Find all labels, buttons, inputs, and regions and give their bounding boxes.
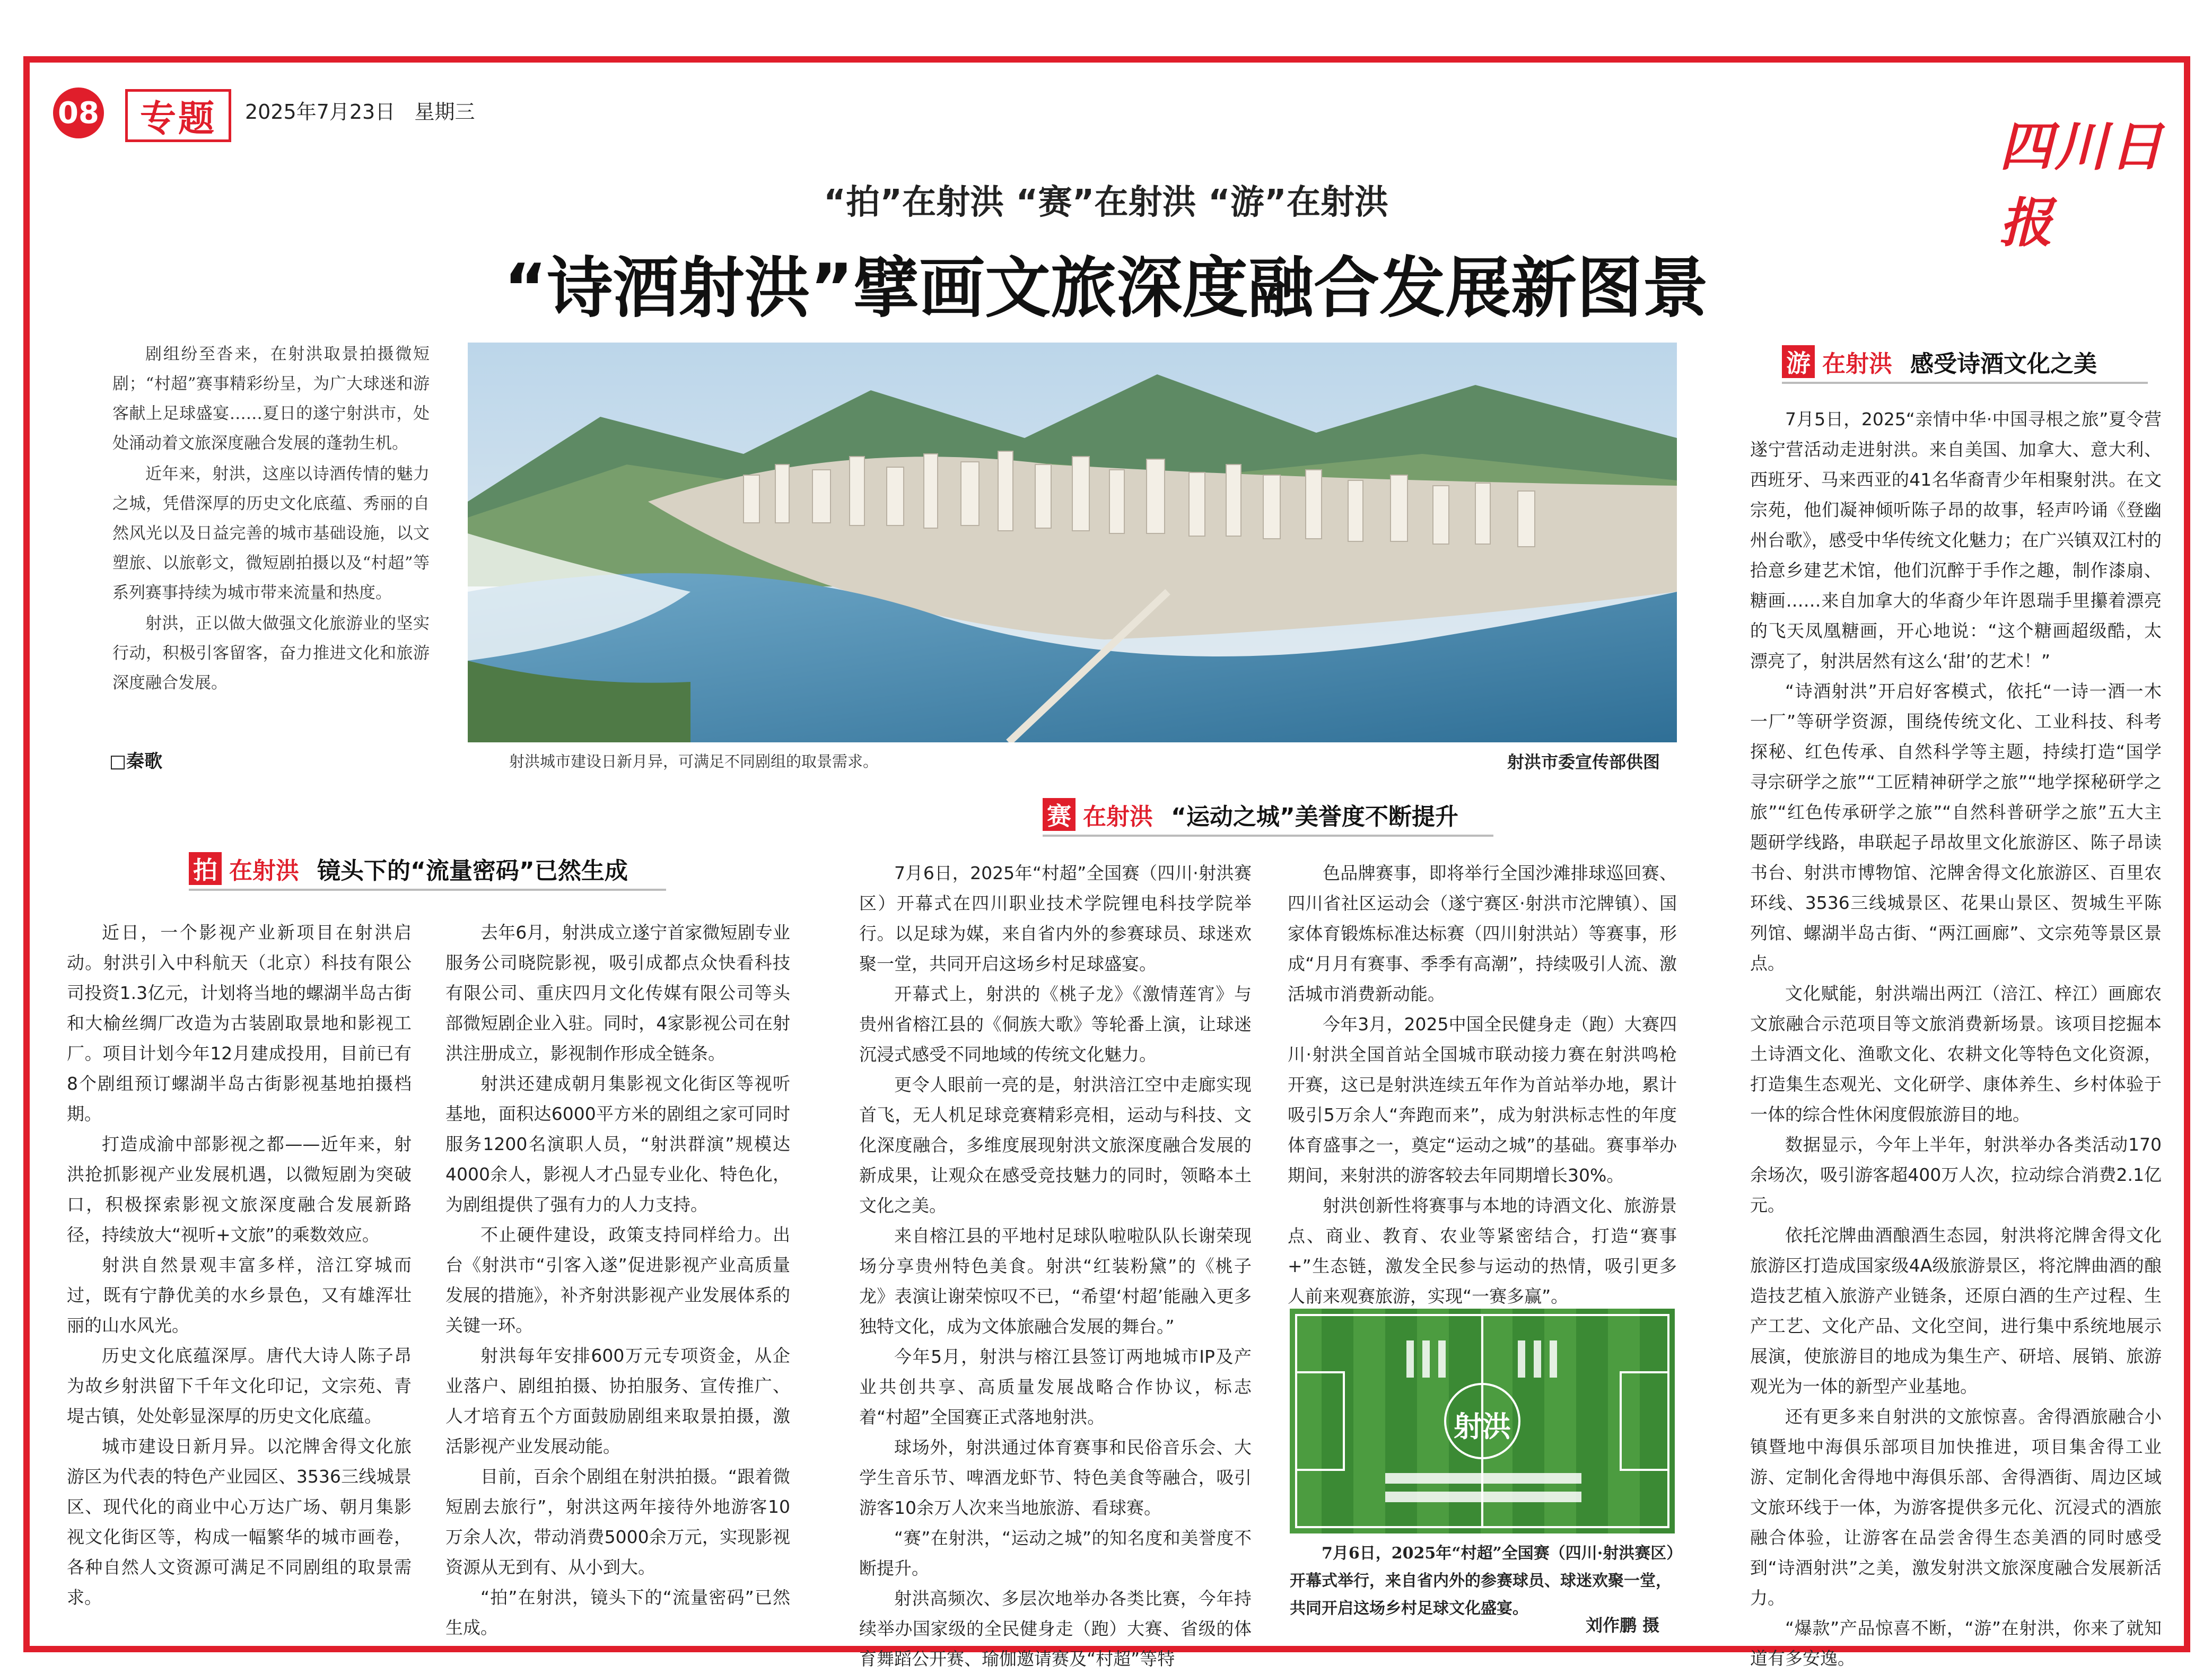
paragraph: 射洪高频次、多层次地举办各类比赛，今年持续举办国家级的全民健身走（跑）大赛、省级的体育舞蹈公开赛、瑜伽邀请赛及“村超”等特 [859, 1588, 1252, 1669]
football-field-photo [1290, 1309, 1675, 1533]
newspaper-logo: 四川日报 [1999, 115, 2165, 254]
paragraph: 依托沱牌曲酒酿酒生态园，射洪将沱牌舍得文化旅游区打造成国家级4A级旅游景区，将沱牌曲酒的酿造技艺植入旅游产业链条，还原白酒的生产过程、生产工艺、文化产品、文化空间，进行集中系统地展示展演，使旅游目的地成为集生产、研培、展销、旅游观光为一体的新型产业基地。 [1750, 1225, 2162, 1397]
paragraph: 历史文化底蕴深厚。唐代大诗人陈子昂为故乡射洪留下千年文化印记，文宗苑、青堤古镇，处处彰显深厚的历史文化底蕴。 [67, 1345, 412, 1426]
lead-paragraph: 剧组纷至沓来，在射洪取景拍摄微短剧；“村超”赛事精彩纷呈，为广大球迷和游客献上足球盛宴……夏日的遂宁射洪市，处处涌动着文旅深度融合发展的蓬勃生机。 [112, 345, 430, 453]
paragraph: “爆款”产品惊喜不断，“游”在射洪，你来了就知道有多安逸。 [1750, 1618, 2162, 1669]
paragraph: 更令人眼前一亮的是，射洪涪江空中走廊实现首飞，无人机足球竞赛精彩亮相，运动与科技、文化深度融合，多维度展现射洪文旅深度融合发展的新成果，让观众在感受竞技魅力的同时，领略本土文化之美。 [859, 1074, 1252, 1216]
section-header-pai [189, 852, 628, 886]
paragraph: 射洪创新性将赛事与本地的诗酒文化、旅游景点、商业、教育、农业等紧密结合，打造“赛事+”生态链，激发全民参与运动的热情，吸引更多人前来观赛旅游，实现“一赛多赢”。 [1288, 1195, 1677, 1307]
paragraph: 开幕式上，射洪的《桃子龙》《激情莲宵》与贵州省榕江县的《侗族大歌》等轮番上演，让球迷沉浸式感受不同地域的传统文化魅力。 [859, 984, 1252, 1065]
paragraph: “诗酒射洪”开启好客模式，依托“一诗一酒一木一厂”等研学资源，围绕传统文化、工业科技、科考探秘、红色传承、自然科学等主题，持续打造“国学寻宗研学之旅”“工匠精神研学之旅”“地学探秘研学之旅”“红色传承研学之旅”“自然科普研学之旅”五大主题研学线路，串联起子昂故里文化旅游区、陈子昂读书台、射洪市博物馆、沱牌舍得文化旅游区、百里农环线、3536三线城景区、花果山景区、贺城生平陈列馆、螺湖半岛古街、“两江画廊”、文宗苑等景区景点。 [1750, 681, 2162, 974]
paragraph: 7月6日，2025年“村超”全国赛（四川·射洪赛区）开幕式在四川职业技术学院锂电科技学院举行。以足球为媒，来自省内外的参赛球员、球迷欢聚一堂，共同开启这场乡村足球盛宴。 [859, 863, 1252, 974]
section-title: “运动之城”美誉度不断提升 [1171, 803, 1458, 830]
section-header-you [1782, 345, 2097, 379]
paragraph: 文化赋能，射洪端出两江（涪江、梓江）画廊农文旅融合示范项目等文旅消费新场景。该项目挖掘本土诗酒文化、渔歌文化、农耕文化等特色文化资源，打造集生态观光、文化研学、康体养生、乡村体验于一体的综合性休闲度假旅游目的地。 [1750, 983, 2162, 1125]
section-tag: 拍 [189, 852, 222, 885]
paragraph: 打造成渝中部影视之都——近年来，射洪抢抓影视产业发展机遇，以微短剧为突破口，积极探索影视文旅深度融合发展新路径，持续放大“视听+文旅”的乘数效应。 [67, 1134, 412, 1245]
page-number: 08 [53, 87, 104, 138]
lead-paragraph: 射洪，正以做大做强文化旅游业的坚实行动，积极引客留客，奋力推进文化和旅游深度融合发展。 [112, 614, 430, 693]
section-location: 在射洪 [229, 857, 299, 884]
section-location: 在射洪 [1822, 350, 1892, 378]
paragraph: “赛”在射洪，“运动之城”的知名度和美誉度不断提升。 [859, 1528, 1252, 1579]
section-tag: 赛 [1043, 798, 1076, 831]
you-column [1750, 404, 2162, 1673]
section-underline [1782, 382, 2148, 384]
lead-text [112, 339, 430, 699]
section-underline [189, 889, 666, 891]
paragraph: 近日，一个影视产业新项目在射洪启动。射洪引入中科航天（北京）科技有限公司投资1.3亿元，计划将当地的螺湖半岛古街和大榆丝绸厂改造为古装剧取景地和影视工厂。项目计划今年12月建成投用，目前已有8个剧组预订螺湖半岛古街影视基地拍摄档期。 [67, 922, 412, 1124]
section-title: 感受诗酒文化之美 [1910, 350, 2097, 378]
section-header-sai [1043, 797, 1458, 831]
lead-paragraph: 近年来，射洪，这座以诗酒传情的魅力之城，凭借深厚的历史文化底蕴、秀丽的自然风光以及日益完善的城市基础设施，以文塑旅、以旅彰文，微短剧拍摄以及“村超”等系列赛事持续为城市带来流量和热度。 [112, 464, 430, 602]
section-tag: 游 [1782, 345, 1815, 378]
paragraph: 来自榕江县的平地村足球队啦啦队队长谢荣现场分享贵州特色美食。射洪“红装粉黛”的《桃子龙》表演让谢荣惊叹不已，“希望‘村超’能融入更多独特文化，成为文体旅融合发展的舞台。” [859, 1225, 1252, 1337]
field-photo-caption: 7月6日，2025年“村超”全国赛（四川·射洪赛区）开幕式举行，来自省内外的参赛球员、球迷欢聚一堂，共同开启这场乡村足球文化盛宴。 [1290, 1544, 1675, 1618]
paragraph: 去年6月，射洪成立遂宁首家微短剧专业服务公司晓院影视，吸引成都点众快看科技有限公司、重庆四月文化传媒有限公司等头部微短剧企业入驻。同时，4家影视公司在射洪注册成立，影视制作形成全链条。 [445, 922, 790, 1064]
issue-date: 2025年7月23日 [245, 100, 396, 124]
pai-column-2 [445, 917, 790, 1643]
paragraph: 今年3月，2025中国全民健身走（跑）大赛四川·射洪全国首站全国城市联动接力赛在射洪鸣枪开赛，这已是射洪连续五年作为首站举办地，累计吸引5万余人“奔跑而来”，成为射洪标志性的年度体育盛事之一，奠定“运动之城”的基础。赛事举办期间，来射洪的游客较去年同期增长30%。 [1288, 1014, 1677, 1186]
paragraph: 色品牌赛事，即将举行全国沙滩排球巡回赛、四川省社区运动会（遂宁赛区·射洪市沱牌镇）、国家体育锻炼标准达标赛（四川射洪站）等赛事，形成“月月有赛事、季季有高潮”，持续吸引人流、激活城市消费新动能。 [1288, 863, 1677, 1004]
paragraph: 数据显示，今年上半年，射洪举办各类活动170余场次，吸引游客超400万人次，拉动综合消费2.1亿元。 [1750, 1134, 2162, 1215]
paragraph: 不止硬件建设，政策支持同样给力。出台《射洪市“引客入遂”促进影视产业高质量发展的措施》，补齐射洪影视产业发展体系的关键一环。 [445, 1224, 790, 1336]
section-underline [1043, 835, 1493, 837]
author-byline: □秦歌 [109, 751, 163, 772]
weekday: 星期三 [414, 100, 475, 124]
paragraph: 7月5日，2025“亲情中华·中国寻根之旅”夏令营遂宁营活动走进射洪。来自美国、加拿大、意大利、西班牙、马来西亚的41名华裔青少年相聚射洪。在文宗苑，他们凝神倾听陈子昂的故事，轻声吟诵《登幽州台歌》，感受中华传统文化魅力；在广兴镇双江村的拾意乡建艺术馆，他们沉醉于手作之趣，制作漆扇、糖画……来自加拿大的华裔少年许恩瑞手里攥着漂亮的飞天凤凰糖画，开心地说：“这个糖画超级酷，太漂亮了，射洪居然有这么‘甜’的艺术！” [1750, 409, 2162, 671]
paragraph: 今年5月，射洪与榕江县签订两地城市IP及产业共创共享、高质量发展战略合作协议，标志着“村超”全国赛正式落地射洪。 [859, 1346, 1252, 1427]
section-location: 在射洪 [1083, 803, 1153, 830]
paragraph: 球场外，射洪通过体育赛事和民俗音乐会、大学生音乐节、啤酒龙虾节、特色美食等融合，吸引游客10余万人次来当地旅游、看球赛。 [859, 1437, 1252, 1518]
sai-column-2 [1288, 858, 1677, 1311]
paragraph: 城市建设日新月异。以沱牌舍得文化旅游区为代表的特色产业园区、3536三线城景区、现代化的商业中心万达广场、朝月集影视文化街区等，构成一幅繁华的城市画卷，各种自然人文资源可满足不同剧组的取景需求。 [67, 1436, 412, 1608]
field-photo-credit: 刘作鹏 摄 [1586, 1615, 1660, 1635]
main-photo-credit: 射洪市委宣传部供图 [1507, 752, 1660, 772]
pai-column-1 [67, 917, 412, 1612]
dateline [245, 95, 475, 125]
paragraph: 射洪自然景观丰富多样，涪江穿城而过，既有宁静优美的水乡景色，又有雄浑壮丽的山水风光。 [67, 1255, 412, 1336]
paragraph: 射洪还建成朝月集影视文化街区等视听基地，面积达6000平方米的剧组之家可同时服务1200名演职人员，“射洪群演”规模达4000余人，影视人才凸显专业化、特色化，为剧组提供了强有力的人力支持。 [445, 1073, 790, 1215]
paragraph: “拍”在射洪，镜头下的“流量密码”已然生成。 [445, 1587, 790, 1638]
section-label: 专题 [125, 89, 231, 142]
paragraph: 射洪每年安排600万元专项资金，从企业落户、剧组拍摄、协拍服务、宣传推广、人才培育五个方面鼓励剧组来取景拍摄，激活影视产业发展动能。 [445, 1345, 790, 1457]
field-label: 射洪 [1454, 1410, 1511, 1443]
paragraph: 目前，百余个剧组在射洪拍摄。“跟着微短剧去旅行”，射洪这两年接待外地游客10万余人次，带动消费5000余万元，实现影视资源从无到有、从小到大。 [445, 1466, 790, 1577]
paragraph: 还有更多来自射洪的文旅惊喜。舍得酒旅融合小镇暨地中海俱乐部项目加快推进，项目集舍得工业游、定制化舍得地中海俱乐部、舍得酒街、周边区域文旅环线于一体，为游客提供多元化、沉浸式的酒旅融合体验，让游客在品尝舍得生态美酒的同时感受到“诗酒射洪”之美，激发射洪文旅深度融合发展新活力。 [1750, 1406, 2162, 1608]
main-photo-caption: 射洪城市建设日新月异，可满足不同剧组的取景需求。 [509, 752, 879, 770]
headline: “诗酒射洪”擘画文旅深度融合发展新图景 [504, 250, 1708, 327]
aerial-city-photo [468, 343, 1677, 742]
section-title: 镜头下的“流量密码”已然生成 [317, 857, 628, 884]
city-riverscape-illustration [468, 343, 1677, 742]
subheadline: “拍”在射洪 “赛”在射洪 “游”在射洪 [824, 183, 1388, 222]
sai-column-1 [859, 858, 1252, 1674]
